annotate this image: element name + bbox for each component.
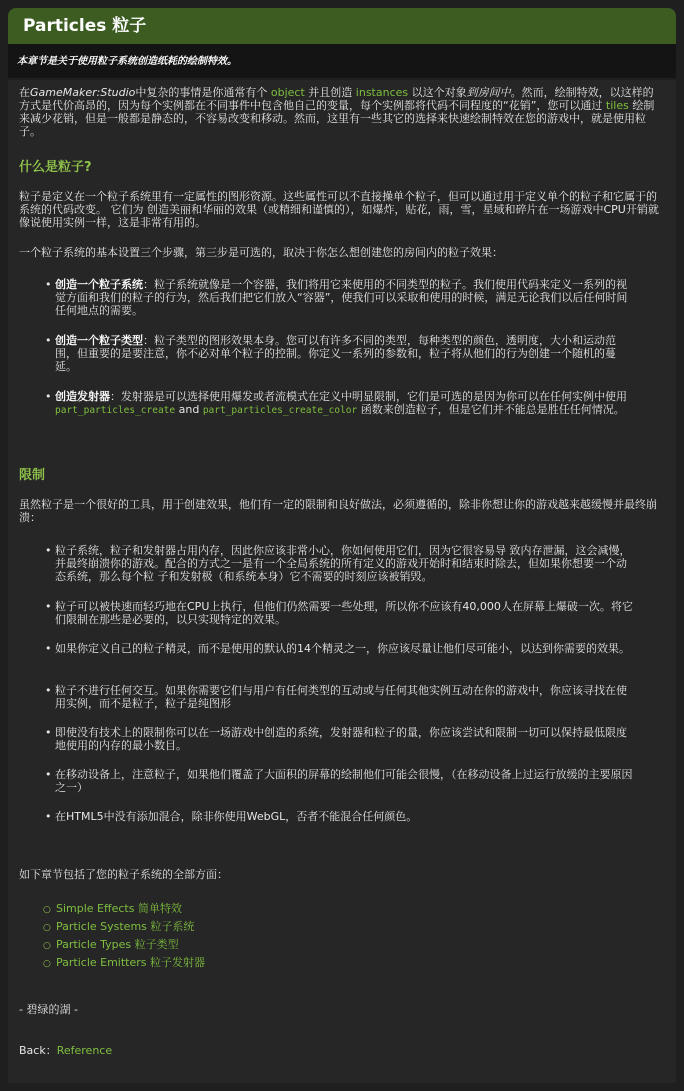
intro-text: 中复杂的事情是你通常有个 — [135, 86, 271, 99]
bullet-icon: • — [45, 334, 52, 347]
list-item — [45, 768, 635, 794]
object-link[interactable]: object — [270, 86, 305, 99]
subtitle-bar — [8, 44, 676, 78]
item-title: 创造一个粒子系统 — [55, 278, 143, 291]
signature: - 碧绿的湖 - — [19, 1003, 78, 1016]
chapter-link-particle-emitters[interactable] — [43, 956, 206, 974]
item-text: and — [175, 403, 203, 416]
bullet-icon: • — [45, 810, 52, 823]
list-item — [45, 810, 635, 823]
page-header — [8, 8, 676, 44]
instances-link[interactable]: instances — [355, 86, 409, 99]
intro-text: 在 — [19, 86, 30, 99]
list-item — [45, 544, 635, 583]
item-text: ：粒子系统就像是一个容器，我们将用它来使用的不同类型的粒子。我们使用代码来定义一系列的视觉方面和我们的粒子的行为，然后我们把它们放入“容器”，使我们可以采取和使用的时候，满足无论我们以后任何时间任何地点的需要。 — [55, 278, 628, 317]
bullet-icon: • — [45, 390, 52, 403]
bullet-icon: • — [45, 642, 52, 655]
item-text: 即使没有技术上的限制你可以在一场游戏中创造的系统，发射器和粒子的量，你应该尝试和限制一切可以保持最低限度地使用的内存的最小数目。 — [55, 726, 627, 752]
code-snippet: part_particles_create — [55, 405, 176, 416]
chapter-link-label[interactable]: Particle Types 粒子类型 — [56, 938, 179, 951]
circle-bullet-icon: ○ — [43, 941, 51, 951]
list-item — [45, 278, 635, 317]
item-text: 粒子可以被快速而轻巧地在CPU上执行，但他们仍然需要一些处理，所以你不应该有40,000人在屏幕上爆破一次。将它们限制在那些是必要的，以只实现特定的效果。 — [55, 600, 633, 626]
item-text: 粒子不进行任何交互。如果你需要它们与用户有任何类型的互动或与任何其他实例互动在你的游戏中，你应该寻找在使用实例，而不是粒子，粒子是纯图形 — [55, 684, 627, 710]
section-heading-limits: 限制 — [19, 468, 46, 483]
code-snippet: part_particles_create_color — [202, 405, 358, 416]
list-item — [45, 726, 635, 752]
intro-text: 绘制来减少花销，但是一般都是静态的，不容易改变和移动。然而，这里有一些其它的选择来快速绘制特效在您的游戏中，就是使用粒子。 — [19, 99, 655, 138]
circle-bullet-icon: ○ — [43, 905, 51, 915]
section1-para2: 一个粒子系统的基本设置三个步骤，第三步是可选的，取决于你怎么想创建您的房间内的粒子效果： — [19, 246, 503, 259]
page-title: Particles 粒子 — [23, 16, 147, 36]
list-item — [45, 390, 635, 417]
intro-text: 并且创造 — [304, 86, 356, 99]
page-subtitle: 本章节是关于使用粒子系统创造纸耗的绘制特效。 — [17, 56, 237, 67]
intro-italic: 到房间中 — [466, 86, 511, 99]
chapter-link-label[interactable]: Simple Effects 简单特效 — [56, 902, 182, 915]
intro-paragraph — [19, 86, 664, 138]
back-nav — [19, 1044, 664, 1057]
item-text: 函数来创造粒子，但是它们并不能总是胜任任何情况。 — [357, 403, 625, 416]
bullet-icon: • — [45, 278, 52, 291]
item-text: 在HTML5中没有添加混合，除非你使用WebGL，否者不能混合任何颜色。 — [55, 810, 418, 823]
item-title: 创造发射器 — [55, 390, 110, 403]
intro-text: 。然而，绘制特效，以这样的方式是代价高昂的，因为每个实例都在不同事件中包含他自己的变量，每个实例都将代码不同程度的“花销”，您可以通过 — [19, 86, 654, 112]
app-name: GameMaker:Studio — [30, 86, 136, 99]
item-title: 创造一个粒子类型 — [55, 334, 143, 347]
tiles-link[interactable]: tiles — [605, 99, 629, 112]
chapter-link-particle-systems[interactable] — [43, 920, 205, 938]
bullet-icon: • — [45, 684, 52, 697]
back-label: Back： — [19, 1044, 57, 1057]
circle-bullet-icon: ○ — [43, 923, 51, 933]
chapter-link-label[interactable]: Particle Emitters 粒子发射器 — [56, 956, 206, 969]
intro-text: 以这个对象 — [408, 86, 467, 99]
item-text: ：发射器是可以选择使用爆发或者流模式在定义中明显限制，它们是可选的是因为你可以在任何实例中使用 — [110, 390, 627, 403]
list-item — [45, 334, 635, 373]
chapter-link-label[interactable]: Particle Systems 粒子系统 — [56, 920, 195, 933]
list-item — [45, 642, 635, 655]
chapter-link-simple-effects[interactable] — [43, 902, 205, 920]
section1-para1: 粒子是定义在一个粒子系统里有一定属性的图形资源。这些属性可以不直接操单个粒子，但可以通过用于定义单个的粒子和它属于的系统的代码改变。 它们为 创造美丽和华丽的效果（或精细和谨慎的），如爆炸，贴花，雨，雪，星域和碎片在一场游戏中CPU开销就像说使用实例一样，这是非常有用的。 — [19, 190, 659, 229]
section2-para1: 虽然粒子是一个很好的工具，用于创建效果，他们有一定的限制和良好做法，必须遵循的，除非你想让你的游戏越来越缓慢并最终崩溃： — [19, 498, 657, 524]
chapter-list — [43, 902, 206, 974]
bullet-icon: • — [45, 726, 52, 739]
item-text: ：粒子类型的图形效果本身。您可以有许多不同的类型，每种类型的颜色，透明度，大小和运动范围，但重要的是要注意，你不必对单个粒子的控制。你定义一系列的参数和，粒子将从他们的行为创建一个随机的蔓延。 — [55, 334, 616, 373]
bullet-icon: • — [45, 600, 52, 613]
chapter-link-particle-types[interactable] — [43, 938, 205, 956]
reference-link[interactable]: Reference — [56, 1044, 113, 1057]
list-item — [45, 600, 635, 626]
content-area — [8, 80, 676, 1083]
bullet-icon: • — [45, 768, 52, 781]
item-text: 如果你定义自己的粒子精灵，而不是使用的默认的14个精灵之一，你应该尽量让他们尽可能小，以达到你需要的效果。 — [55, 642, 630, 655]
list-item — [45, 684, 635, 710]
chapters-intro: 如下章节包括了您的粒子系统的全部方面： — [19, 868, 228, 881]
item-text: 粒子系统，粒子和发射器占用内存，因此你应该非常小心，你如何使用它们，因为它很容易导 致内存泄漏，这会减慢，并最终崩溃你的游戏。配合的方式之一是有一个全局系统的所有定义的游戏开始时和结束时除去，但如果你想要一个动态系统，那么每个粒 子和发射极（和系统本身）它不需要的时刻应该被销毁。 — [55, 544, 631, 583]
item-text: 在移动设备上，注意粒子，如果他们覆盖了大面积的屏幕的绘制他们可能会很慢，（在移动设备上过运行放缓的主要原因之一） — [55, 768, 633, 794]
circle-bullet-icon: ○ — [43, 959, 51, 969]
section-heading-what: 什么是粒子? — [19, 160, 92, 175]
bullet-icon: • — [45, 544, 52, 557]
